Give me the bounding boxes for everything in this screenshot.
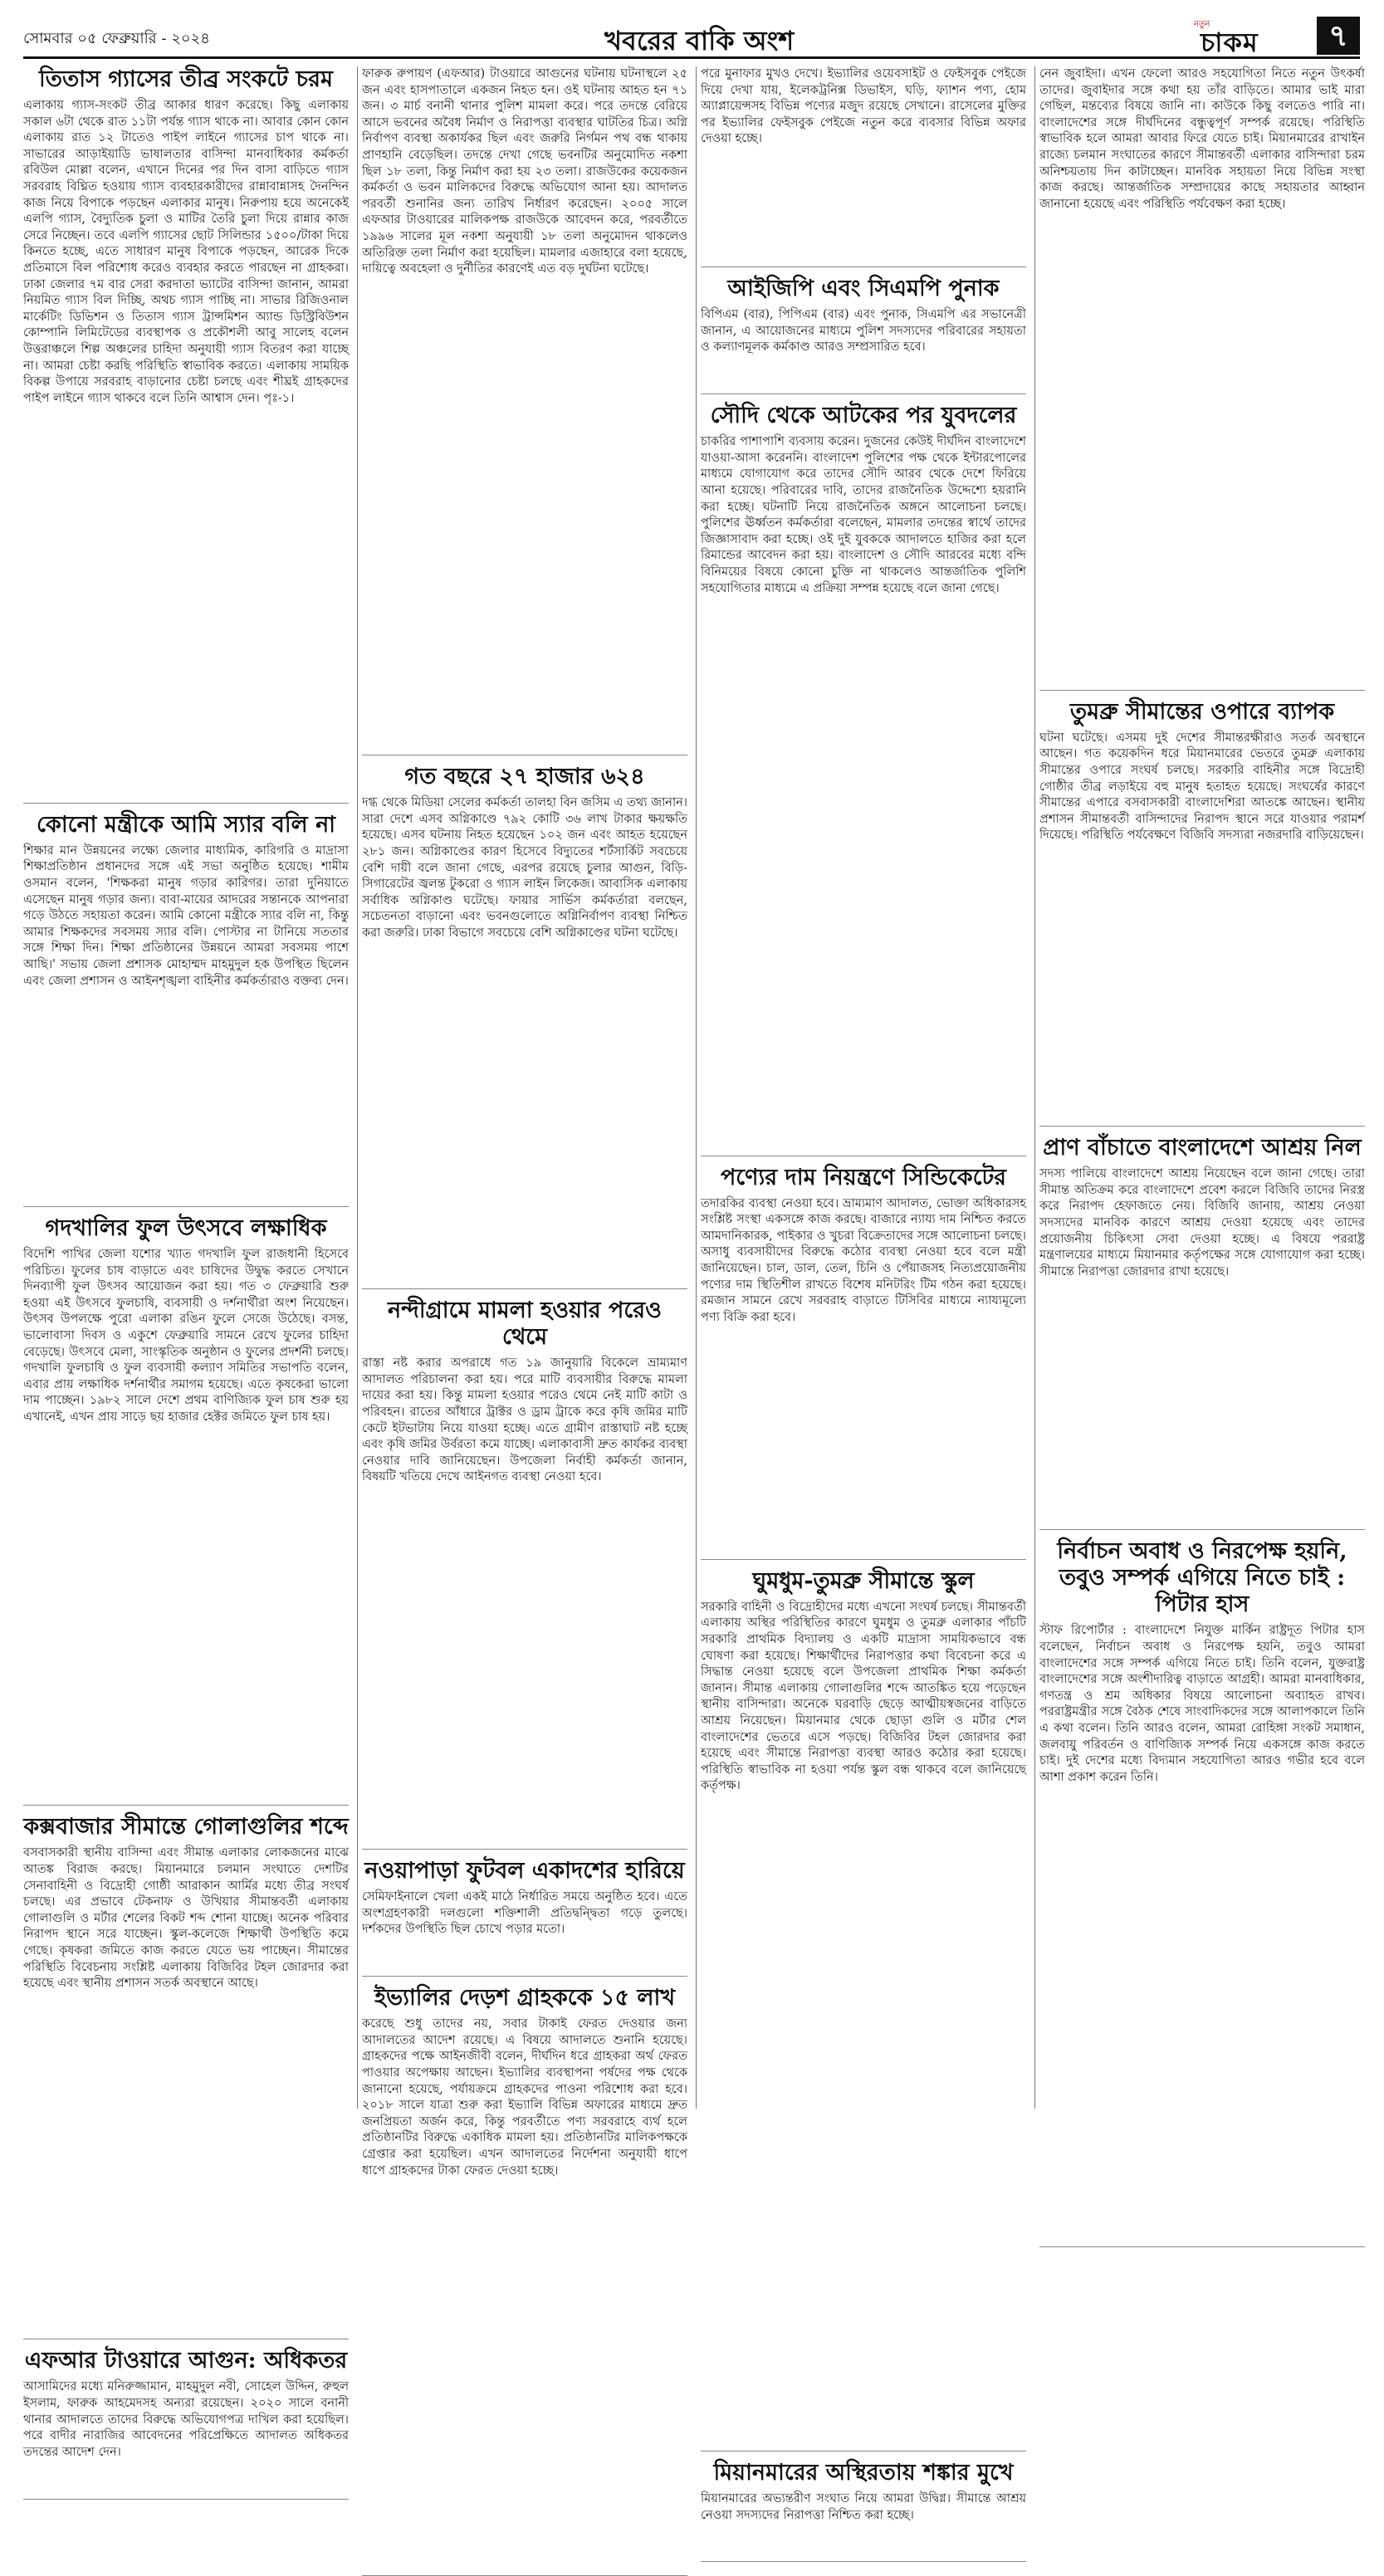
story-body: মিয়ানমারের অভ্যন্তরীণ সংঘাত নিয়ে আমরা উদ্বিগ্ন। সীমান্তে আশ্রয় নেওয়া সদস্যদের নিরাপত্তা নিশ্চিত করা হচ্ছে। [701,2491,1026,2522]
news-story [23,812,349,1207]
story-headline: তিতাস গ্যাসের তীব্র সংকটে চরম [39,66,333,92]
story-headline: সৌদি থেকে আটকের পর যুবদলের [710,403,1017,429]
story-body: এলাকায় গ্যাস-সংকট তীব্র আকার ধারণ করেছে। কিছু এলাকায় সকাল ৬টা থেকে রাত ১১টা পর্যন্ত গ্যাস থাকে না। আবার কোন কোন এলাকায় রাত ১২ টাতেও পাইপ লাইনে গ্যাসের চাপ থাকে না। সাভারের আড়াইয়াডি ভাষালতার বাসিন্দা মানবাধিকার কর্মকর্তা রবিউল মোল্লা বলেন, এখানে দিনের পর দিন বাসা বাড়িতে গ্যাস সরবরাহ বিঘ্নিত হওয়ায় গ্যাস ব্যবহারকারীদের রান্নাবান্নাসহ দৈনন্দিন কাজ নিয়ে বিপাকে পড়ছেন এলাকার মানুষ। নিরুপায় হয়ে অনেকেই এলপি গ্যাস, বৈদ্যুতিক চুলা ও মাটির তৈরি চুলা দিয়ে রান্নার কাজ সেরে নিচ্ছেন। তবে এলপি গ্যাসের ছোট সিলিন্ডার ১৫০০/টাকা দিয়ে কিনতে হচ্ছে, এতে সাধারণ মানুষ বিপাকে পড়ছেন, আরেক দিকে প্রতিমাসে বিল পরিশোধ করেও ব্যবহার করতে পারছেন না গ্রাহকরা। ঢাকা জেলার ৭ম বার সেরা করদাতা ভ্যাটের বাসিন্দা জানান, আমরা নিয়মিত গ্যাস বিল দিচ্ছি, অথচ গ্যাস পাচ্ছি না। সাভার রিজিওনাল মার্কেটিং ডিভিশন ও তিতাস গ্যাস ট্রান্সমিশন অ্যান্ড ডিস্ট্রিবিউশন কোম্পানি লিমিটেডের ব্যবস্থাপক ও প্রকৌশলী আবু সালেহ বলেন উত্তরাঞ্চলে শিল্প অঞ্চলের চাহিদা অনুযায়ী গ্যাস বিতরণ করা যাচ্ছে না। আমরা চেষ্টা করছি পরিস্থিতি স্বাভাবিক করতে। এলাকায় সাময়িক বিকল্প উপায়ে সরবরাহ বাড়ানোর চেষ্টা চলছে এবং শীঘ্রই গ্রাহকদের পাইপ লাইনে গ্যাস থাকবে বলে তিনি আশ্বাস দেন। পৃঃ-১। [23,99,349,405]
column-divider [357,66,358,2109]
news-story [362,1858,687,1977]
story-headline: মিয়ানমারের অস্থিরতায় শঙ্কার মুখে [713,2459,1014,2486]
news-story [1039,699,1365,1127]
story-headline: ঘুমধুম-তুমব্রু সীমান্তে স্কুল [752,1567,975,1594]
story-headline: এফআর টাওয়ারে আগুন: অধিকতর [24,2348,348,2374]
news-story [701,1165,1026,1560]
column-1 [23,66,349,2459]
issue-date: সোমবার ০৫ ফেব্রুয়ারি - ২০২৪ [23,30,210,47]
news-story [23,1814,349,2339]
news-story [362,764,687,1289]
story-headline: পণ্যের দাম নিয়ন্ত্রণে সিন্ডিকেটের [720,1164,1007,1190]
story-headline: ইভ্যালির দেড়শ গ্রাহককে ১৫ লাখ [374,1985,676,2011]
story-body: তদারকির ব্যবস্থা নেওয়া হবে। ভ্রাম্যমাণ আদালত, ভোক্তা অধিকারসহ সংশ্লিষ্ট সংস্থা একসঙ্গে কাজ করছে। বাজারে ন্যায্য দাম নিশ্চিত করতে আমদানিকারক, পাইকার ও খুচরা বিক্রেতাদের সঙ্গে আলোচনা চলছে। অসাধু ব্যবসায়ীদের বিরুদ্ধে কঠোর ব্যবস্থা নেওয়া হবে বলে মন্ত্রী জানিয়েছেন। চাল, ডাল, তেল, চিনি ও পেঁয়াজসহ নিত্যপ্রয়োজনীয় পণ্যের দাম স্থিতিশীল রাখতে বিশেষ মনিটরিং টিম গঠন করা হয়েছে। রমজান সামনে রেখে সরবরাহ বাড়াতে টিসিবির মাধ্যমে ন্যায্যমূল্যে পণ্য বিক্রি করা হবে। [701,1196,1026,1324]
column-2 [362,66,687,2178]
story-body: সরকারি বাহিনী ও বিদ্রোহীদের মধ্যে এখনো সংঘর্ষ চলছে। সীমান্তবর্তী এলাকায় অস্থির পরিস্থিতির কারণে ঘুমধুম ও তুমব্রু এলাকার পাঁচটি সরকারি প্রাথমিক বিদ্যালয় ও একটি মাদ্রাসা সাময়িকভাবে বন্ধ ঘোষণা করা হয়েছে। শিক্ষার্থীদের নিরাপত্তার কথা বিবেচনা করে এ সিদ্ধান্ত নেওয়া হয়েছে বলে উপজেলা প্রাথমিক শিক্ষা কর্মকর্তা জানান। সীমান্ত এলাকায় গোলাগুলির শব্দে আতঙ্কিত হয়ে পড়েছেন স্থানীয় বাসিন্দারা। অনেকে ঘরবাড়ি ছেড়ে আত্মীয়স্বজনের বাড়িতে আশ্রয় নিয়েছেন। মিয়ানমার থেকে ছোড়া গুলি ও মর্টার শেল বাংলাদেশের ভেতরে এসে পড়ছে। বিজিবির টহল জোরদার করা হয়েছে এবং সীমান্তে নিরাপত্তা ব্যবস্থা আরও কঠোর করা হয়েছে। পরিস্থিতি স্বাভাবিক না হওয়া পর্যন্ত স্কুল বন্ধ থাকবে বলে জানিয়েছে কর্তৃপক্ষ। [701,1600,1026,1793]
story-body: সেমিফাইনালে খেলা একই মাঠে নির্ধারিত সময়ে অনুষ্ঠিত হবে। এতে অংশগ্রহণকারী দলগুলো শক্তিশালী প্রতিদ্বন্দ্বিতা গড়ে তুলছে। দর্শকদের উপস্থিতি ছিল চোখে পড়ার মতো। [362,1890,687,1937]
story-body: স্টাফ রিপোর্টার : বাংলাদেশে নিযুক্ত মার্কিন রাষ্ট্রদূত পিটার হাস বলেছেন, নির্বাচন অবাধ ও নিরপেক্ষ হয়নি, তবুও আমরা বাংলাদেশের সঙ্গে সম্পর্ক এগিয়ে নিতে চাই। তিনি বলেন, যুক্তরাষ্ট্র বাংলাদেশের সঙ্গে অংশীদারিত্ব বাড়াতে আগ্রহী। আমরা মানবাধিকার, গণতন্ত্র ও শ্রম অধিকার বিষয়ে আলোচনা অব্যাহত রাখব। পররাষ্ট্রমন্ত্রীর সঙ্গে বৈঠক শেষে সাংবাদিকদের সঙ্গে আলাপকালে তিনি এ কথা বলেন। তিনি আরও বলেন, আমরা রোহিঙ্গা সংকট সমাধান, জলবায়ু পরিবর্তন ও বাণিজ্যিক সম্পর্ক নিয়ে একসঙ্গে কাজ করতে চাই। দুই দেশের মধ্যে বিদ্যমান সহযোগিতা আরও গভীর হবে বলে আশা প্রকাশ করেন তিনি। [1039,1624,1365,1784]
column-4 [1039,66,1365,2109]
news-story [701,2460,1026,2562]
news-story [701,1568,1026,2451]
news-story [1039,1135,1365,1530]
story-body: নেন জুবাইদা। এখন ফেলো আরও সহযোগিতা নিতে নতুন উৎকর্ষা তাদের। জুবাইদার সঙ্গে কথা হয় তাঁর বাড়িতে। আমার ভাই মারা গেছিল, মন্তব্যের বিষয়ে জানি না। কাউকে কিছু বলতেও পারি না। বাংলাদেশের সঙ্গে দীর্ঘদিনের বন্ধুত্বপূর্ণ সম্পর্ক রয়েছে। পরিস্থিতি স্বাভাবিক হলে আমরা আবার ফিরে যেতে চাই। মিয়ানমারের রাখাইন রাজ্যে চলমান সংঘাতের কারণে সীমান্তবর্তী এলাকার বাসিন্দারা চরম অনিশ্চয়তায় দিন কাটাচ্ছেন। মানবিক সহায়তা নিয়ে বিভিন্ন সংস্থা কাজ করছে। আন্তর্জাতিক সম্প্রদায়ের কাছে সহায়তার আহ্বান জানানো হয়েছে এবং পরিস্থিতি পর্যবেক্ষণ করা হচ্ছে। [1039,67,1365,211]
story-body: বিপিএম (বার), পিপিএম (বার) এবং পুনাক, সিএমপি এর সভানেত্রী জানান, এ আয়োজনের মাধ্যমে পুলিশ সদস্যদের পরিবারের সহায়তা ও কল্যাণমূলক কর্মকাণ্ড আরও সম্প্রসারিত হবে। [701,308,1026,354]
story-headline: প্রাণ বাঁচাতে বাংলাদেশে আশ্রয় নিল [1043,1135,1362,1161]
logo-tag: নতুন [1194,20,1210,29]
story-headline: নির্বাচন অবাধ ও নিরপেক্ষ হয়নি, তবুও সম্পর্ক এগিয়ে নিতে চাই : পিটার হাস [1057,1538,1347,1618]
story-headline: আইজিপি এবং সিএমপি পুনাক [727,276,1000,302]
news-story [23,2348,349,2499]
news-story [362,1298,687,1850]
news-story [23,1215,349,1806]
news-story [1039,66,1365,691]
story-headline: নওয়াপাড়া ফুটবল একাদশের হারিয়ে [364,1858,685,1884]
page-number: ৭ [1317,17,1360,55]
column-divider [696,66,697,2109]
column-divider [1034,66,1035,2109]
story-headline: গত বছরে ২৭ হাজার ৬২৪ [404,764,645,790]
news-story [701,66,1026,267]
story-body: পরে মুনাফার মুখও দেখে। ইভ্যালির ওয়েবসাইট ও ফেইসবুক পেইজে দিয়ে দেখা যায়, ইলেকট্রনিক্স ডিভাইস, ঘড়ি, ফ্যাশন পণ্য, হোম অ্যাপ্লায়েন্সসহ বিভিন্ন পণ্যের মজুদ রয়েছে সেখানে। রাসেলের মুক্তির পর ইভ্যালির ফেইসবুক পেইজে নতুন করে ব্যবসার বিভিন্ন অফার দেওয়া হচ্ছে। [701,67,1026,146]
story-body: দগ্ধ থেকে মিডিয়া সেলের কর্মকর্তা তালহা বিন জসিম এ তথ্য জানান। সারা দেশে এসব অগ্নিকাণ্ডে ৭৯২ কোটি ৩৬ লাখ টাকার ক্ষয়ক্ষতি হয়েছে। এসব ঘটনায় নিহত হয়েছেন ১০২ জন এবং আহত হয়েছেন ২৮১ জন। অগ্নিকাণ্ডের কারণ হিসেবে বিদ্যুতের শর্টসার্কিট সবচেয়ে বেশি দায়ী বলে জানা গেছে, এরপর রয়েছে চুলার আগুন, বিড়ি-সিগারেটের জ্বলন্ত টুকরো ও গ্যাস লাইন লিকেজ। আবাসিক এলাকায় সর্বাধিক অগ্নিকাণ্ড ঘটেছে। ফায়ার সার্ভিস কর্মকর্তারা বলছেন, সচেতনতা বাড়ানো এবং ভবনগুলোতে অগ্নিনির্বাপণ ব্যবস্থা নিশ্চিত করা জরুরি। ঢাকা বিভাগে সবচেয়ে বেশি অগ্নিকাণ্ডের ঘটনা ঘটেছে। [362,796,687,940]
story-body: চাকরির পাশাপাশি ব্যবসায় করেন। দুজনের কেউই দীর্ঘদিন বাংলাদেশে যাওয়া-আসা করেননি। বাংলাদেশ পুলিশের পক্ষ থেকে ইন্টারপোলের মাধ্যমে যোগাযোগ করে তাদের সৌদি আরব থেকে দেশে ফিরিয়ে আনা হয়েছে। পরিবারের দাবি, তাদের রাজনৈতিক উদ্দেশ্যে হয়রানি করা হচ্ছে। ঘটনাটি নিয়ে রাজনৈতিক অঙ্গনে আলোচনা চলছে। পুলিশের ঊর্ধ্বতন কর্মকর্তারা বলেছেন, মামলার তদন্তের স্বার্থে তাদের জিজ্ঞাসাবাদ করা হচ্ছে। ওই দুই যুবককে আদালতে হাজির করা হলে রিমান্ডের আবেদন করা হয়। বাংলাদেশ ও সৌদি আরবের মধ্যে বন্দি বিনিময়ের বিষয়ে কোনো চুক্তি না থাকলেও আন্তর্জাতিক পুলিশি সহযোগিতার মাধ্যমে এ প্রক্রিয়া সম্পন্ন হয়েছে বলে জানা গেছে। [701,435,1026,595]
news-story [1039,1538,1365,2247]
story-body: ফারুক রুপায়ণ (এফআর) টাওয়ারে আগুনের ঘটনায় ঘটনাস্থলে ২৫ জন এবং হাসপাতালে একজন নিহত হন। ওই ঘটনায় আহত হন ৭১ জন। ৩ মার্চ বনানী থানার পুলিশ মামলা করে। পরে তদন্তে বেরিয়ে আসে ভবনের অবৈধ নির্মাণ ও নিরাপত্তা ব্যবস্থার ঘাটতির চিত্র। অগ্নি নির্বাপণ ব্যবস্থা অকার্যকর ছিল এবং জরুরি নির্গমন পথ বন্ধ থাকায় প্রাণহানি বেড়েছিল। তদন্তে দেখা গেছে ভবনটির অনুমোদিত নকশা ছিল ১৮ তলা, কিন্তু নির্মাণ করা হয় ২৩ তলা। রাজউকের কয়েকজন কর্মকর্তা ও ভবন মালিকদের বিরুদ্ধে অভিযোগ আনা হয়। আদালত পরবর্তী শুনানির জন্য তারিখ নির্ধারণ করেছেন। ২০০৫ সালে এফআর টাওয়ারের মালিকপক্ষ রাজউকে আবেদন করে, পরবর্তীতে ১৯৯৬ সালের মূল নকশা অনুযায়ী ১৮ তলা অনুমোদন থাকলেও অতিরিক্ত তলা নির্মাণ করা হয়েছিল। মামলার এজাহারে বলা হয়েছে, দায়িত্বে অবহেলা ও দুর্নীতির কারণেই এত বড় দুর্ঘটনা ঘটেছে। [362,67,687,276]
story-body: রাস্তা নষ্ট করার অপরাধে গত ১৯ জানুয়ারি বিকেলে ভ্রাম্যমাণ আদালত পরিচালনা করা হয়। পরে মাটি ব্যবসায়ীর বিরুদ্ধে মামলা দায়ের করা হয়। কিন্তু মামলা হওয়ার পরেও থেমে নেই মাটি কাটা ও পরিবহন। রাতের আঁধারে ট্রাক্টর ও ড্রাম ট্রাকে করে কৃষি জমির মাটি কেটে ইটভাটায় নিয়ে যাওয়া হচ্ছে। এতে গ্রামীণ রাস্তাঘাট নষ্ট হচ্ছে এবং কৃষি জমির উর্বরতা কমে যাচ্ছে। এলাকাবাসী দ্রুত কার্যকর ব্যবস্থা নেওয়ার দাবি জানিয়েছেন। উপজেলা নির্বাহী কর্মকর্তা জানান, বিষয়টি খতিয়ে দেখে আইনগত ব্যবস্থা নেওয়া হবে। [362,1356,687,1484]
section-title: খবরের বাকি অংশ [604,25,795,56]
story-body: ঘটনা ঘটেছে। এসময় দুই দেশের সীমান্তরক্ষীরাও সতর্ক অবস্থানে আছেন। গত কয়েকদিন ধরে মিয়ানমারের ভেতরে তুমব্রু এলাকায় সীমান্তের ওপারে সংঘর্ষ চলছে। সরকারি বাহিনীর সঙ্গে বিদ্রোহী গোষ্ঠীর তীব্র লড়াইয়ে বহু মানুষ হতাহত হয়েছে। সংঘর্ষের কারণে সীমান্তের এপারে বসবাসকারী বাংলাদেশিরা আতঙ্কে আছেন। স্থানীয় প্রশাসন সীমান্তবর্তী বাসিন্দাদের নিরাপদ স্থানে সরে যাওয়ার পরামর্শ দিয়েছে। পরিস্থিতি পর্যবেক্ষণে বিজিবি সদস্যরা নজরদারি বাড়িয়েছেন। [1039,731,1365,843]
news-story [701,276,1026,394]
news-story [362,66,687,755]
news-story [23,66,349,804]
logo-text: চাকম [1201,27,1259,58]
column-3 [701,66,1026,2522]
story-body: আসামিদের মধ্যে মনিরুজ্জামান, মাহমুদুল নবী, সোহেল উদ্দিন, রুহুল ইসলাম, ফারুক আহমেদসহ অন্যরা রয়েছেন। ২০২০ সালে বনানী থানার আদালতে তাদের বিরুদ্ধে অভিযোগপত্র দাখিল করা হয়েছিল। পরে বাদীর নারাজির আবেদনের পরিপ্রেক্ষিতে আদালত অধিকতর তদন্তের আদেশ দেন। [23,2380,349,2459]
story-body: শিক্ষার মান উন্নয়নের লক্ষ্যে জেলার মাধ্যমিক, কারিগরি ও মাদ্রাসা শিক্ষাপ্রতিষ্ঠান প্রধানদের সঙ্গে এই সভা অনুষ্ঠিত হয়েছে। শামীম ওসমান বলেন, 'শিক্ষকরা মানুষ গড়ার কারিগর। তারা দুনিয়াতে এসেছেন মানুষ গড়ার জন্য। বাবা-মায়ের আদরের সন্তানকে আপনারা গড়ে উঠতে সহায়তা করেন। আমি কোনো মন্ত্রীকে স্যার বলি না, কিন্তু আমার শিক্ষকদের সবসময় স্যার বলি। পোস্টার না টানিয়ে সততার সঙ্গে শিক্ষা দিন। শিক্ষা প্রতিষ্ঠানের উন্নয়নে আমরা সবসময় পাশে আছি।' সভায় জেলা প্রশাসক মোহাম্মদ মাহমুদুল হক উপস্থিত ছিলেন এবং জেলা প্রশাসন ও আইনশৃঙ্খলা বাহিনীর কর্মকর্তারাও বক্তব্য দেন। [23,843,349,988]
story-body: বিদেশি পাখির জেলা যশোর খ্যাত গদখালি ফুল রাজধানী হিসেবে পরিচিত। ফুলের চাষ বাড়াতে এবং চাষিদের উদ্বুদ্ধ করতে সেখানে দিনব্যাপী ফুল উৎসব আয়োজন করা হয়। গত ৩ ফেব্রুয়ারি শুরু হওয়া এই উৎসবে ফুলচাষি, ব্যবসায়ী ও দর্শনার্থীরা অংশ নিয়েছেন। উৎসব উপলক্ষে পুরো এলাকা রঙিন ফুলে সেজে উঠেছে। বসন্ত, ভালোবাসা দিবস ও একুশে ফেব্রুয়ারি সামনে রেখে ফুলের চাহিদা বেড়েছে। উৎসবে মেলা, সাংস্কৃতিক অনুষ্ঠান ও ফুলের প্রদর্শনী চলছে। গদখালি ফুলচাষি ও ফুল ব্যবসায়ী কল্যাণ সমিতির সভাপতি বলেন, এবার প্রায় লক্ষাধিক দর্শনার্থীর সমাগম হয়েছে। এতে কৃষকেরা ভালো দাম পাচ্ছেন। ১৯৮২ সালে দেশে প্রথম বাণিজ্যিক ফুল চাষ শুরু হয় এখানেই, এখন প্রায় সাড়ে ছয় হাজার হেক্টর জমিতে ফুল চাষ হয়। [23,1247,349,1424]
story-headline: কোনো মন্ত্রীকে আমি স্যার বলি না [36,811,336,838]
story-headline: গদখালির ফুল উৎসবে লক্ষাধিক [45,1215,327,1241]
story-body: বসবাসকারী স্থানীয় বাসিন্দা এবং সীমান্ত এলাকার লোকজনের মাঝে আতঙ্ক বিরাজ করছে। মিয়ানমারে চলমান সংঘাতে দেশটির সেনাবাহিনী ও বিদ্রোহী গোষ্ঠী আরাকান আর্মির মধ্যে তীব্র সংঘর্ষ চলছে। এর প্রভাবে টেকনাফ ও উখিয়ার সীমান্তবর্তী এলাকায় গোলাগুলি ও মর্টার শেলের বিকট শব্দ শোনা যাচ্ছে। অনেক পরিবার নিরাপদ স্থানে সরে যাচ্ছেন। স্কুল-কলেজে শিক্ষার্থী উপস্থিতি কমে গেছে। কৃষকরা জমিতে কাজ করতে যেতে ভয় পাচ্ছেন। সীমান্তের পরিস্থিতি বিবেচনায় সংশ্লিষ্ট এলাকায় বিজিবির টহল জোরদার করা হয়েছে এবং স্থানীয় প্রশাসন সতর্ক অবস্থানে আছে। [23,1846,349,1991]
story-body: সদস্য পালিয়ে বাংলাদেশে আশ্রয় নিয়েছেন বলে জানা গেছে। তারা সীমান্ত অতিক্রম করে বাংলাদেশে প্রবেশ করলে বিজিবি তাদের নিরস্ত্র করে নিরাপদ হেফাজতে নেয়। বিজিবি জানায়, আশ্রয় নেওয়া সদস্যদের মানবিক কারণে আশ্রয় দেওয়া হয়েছে এবং তাদের প্রয়োজনীয় চিকিৎসা সেবা দেওয়া হচ্ছে। এ বিষয়ে পররাষ্ট্র মন্ত্রণালয়ের মাধ্যমে মিয়ানমার কর্তৃপক্ষের সঙ্গে যোগাযোগ করা হচ্ছে। সীমান্তে নিরাপত্তা জোরদার রাখা হয়েছে। [1039,1167,1365,1278]
news-story [362,1985,687,2575]
story-body: করেছে শুধু তাদের নয়, সবার টাকাই ফেরত দেওয়ার জন্য আদালতের আদেশ রয়েছে। এ বিষয়ে আদালতে শুনানি হয়েছে। গ্রাহকদের পক্ষে আইনজীবী বলেন, দীর্ঘদিন ধরে গ্রাহকরা অর্থ ফেরত পাওয়ার অপেক্ষায় আছেন। ইভ্যালির ব্যবস্থাপনা পর্ষদের পক্ষ থেকে জানানো হয়েছে, পর্যায়ক্রমে গ্রাহকদের পাওনা পরিশোধ করা হবে। ২০১৮ সালে যাত্রা শুরু করা ইভ্যালি বিভিন্ন অফারের মাধ্যমে দ্রুত জনপ্রিয়তা অর্জন করে, কিন্তু পরবর্তীতে পণ্য সরবরাহে ব্যর্থ হলে প্রতিষ্ঠানটির বিরুদ্ধে একাধিক মামলা হয়। প্রতিষ্ঠানটির মালিকপক্ষকে গ্রেপ্তার করা হয়েছিল। এখন আদালতের নির্দেশনা অনুযায়ী ধাপে ধাপে গ্রাহকদের টাকা ফেরত দেওয়া হচ্ছে। [362,2017,687,2178]
news-story [701,403,1026,1156]
story-headline: কক্সবাজার সীমান্তে গোলাগুলির শব্দে [23,1814,349,1840]
story-headline: নন্দীগ্রামে মামলা হওয়ার পরেও থেমে [388,1298,662,1351]
newspaper-logo [1194,18,1302,58]
story-headline: তুমব্রু সীমান্তের ওপারে ব্যাপক [1069,698,1335,725]
masthead [23,18,1360,59]
